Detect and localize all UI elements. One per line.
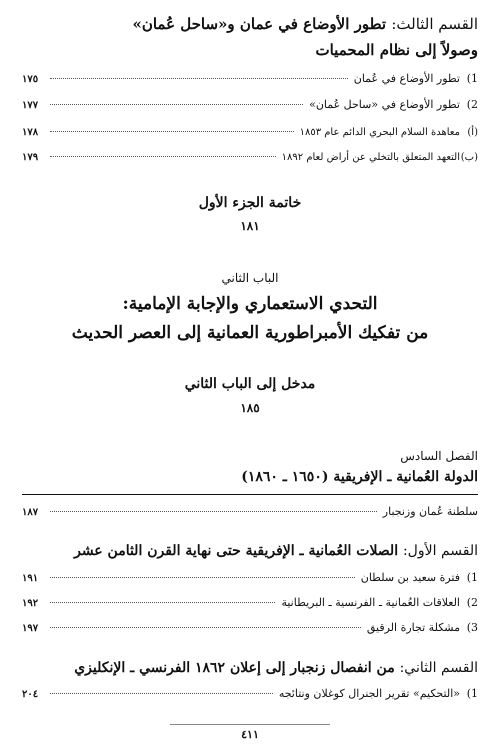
entry-number: 1) bbox=[466, 687, 478, 700]
entry-title: سلطنة عُمان وزنجبار bbox=[382, 505, 478, 518]
entry-number: 2) bbox=[466, 98, 478, 111]
conclusion-title[interactable]: خاتمة الجزء الأول bbox=[198, 195, 302, 211]
toc-entry[interactable] bbox=[22, 97, 478, 114]
dot-leader bbox=[50, 104, 303, 105]
toc-entry[interactable] bbox=[22, 504, 478, 521]
dot-leader bbox=[50, 602, 275, 603]
section1-heading bbox=[22, 541, 478, 561]
toc-entry[interactable] bbox=[22, 620, 478, 637]
entry-page: ٢٠٤ bbox=[22, 689, 39, 700]
entry-number: 1) bbox=[466, 72, 478, 85]
entry-number: (ب) bbox=[460, 152, 478, 163]
entry-title: تطور الأوضاع في «ساحل عُمان» bbox=[309, 98, 460, 111]
footer-divider bbox=[170, 724, 330, 725]
entry-title: التعهد المتعلق بالتخلي عن أراض لعام ١٨٩٢ bbox=[281, 152, 460, 163]
entry-page: ١٧٩ bbox=[22, 152, 39, 163]
section3-heading bbox=[22, 14, 478, 34]
entry-title: فترة سعيد بن سلطان bbox=[360, 571, 460, 584]
toc-entry[interactable] bbox=[22, 595, 478, 612]
section1-label: القسم الأول: bbox=[402, 543, 478, 559]
intro-title[interactable]: مدخل إلى الباب الثاني bbox=[184, 376, 316, 392]
section3-heading-line1: تطور الأوضاع في عمان و«ساحل عُمان» bbox=[132, 15, 387, 33]
intro-page: ١٨٥ bbox=[240, 401, 260, 415]
entry-title: معاهدة السلام البحري الدائم عام ١٨٥٣ bbox=[299, 127, 460, 138]
chapter-divider bbox=[22, 494, 478, 495]
entry-page: ١٧٥ bbox=[22, 74, 39, 85]
section1-heading-text: الصلات العُمانية ـ الإفريقية حتى نهاية القرن الثامن عشر bbox=[74, 543, 399, 559]
entry-number: 1) bbox=[466, 571, 478, 584]
entry-page: ١٧٨ bbox=[22, 127, 39, 138]
entry-page: ١٩١ bbox=[22, 573, 39, 584]
toc-entry[interactable] bbox=[22, 570, 478, 587]
conclusion-page: ١٨١ bbox=[240, 219, 260, 233]
part2-title-line1: التحدي الاستعماري والإجابة الإمامية: bbox=[122, 294, 378, 314]
page-number: ٤١١ bbox=[241, 728, 259, 741]
section2-heading bbox=[22, 658, 478, 678]
section2-label: القسم الثاني: bbox=[399, 660, 478, 676]
entry-number: (أ) bbox=[467, 127, 478, 138]
entry-title: مشكلة تجارة الرقيق bbox=[366, 621, 460, 634]
entry-title: «التحكيم» تقرير الجنرال كوغلان ونتائجه bbox=[278, 687, 460, 700]
section3-label: القسم الثالث: bbox=[391, 15, 478, 33]
entry-page: ١٩٢ bbox=[22, 598, 39, 609]
toc-entry[interactable] bbox=[22, 125, 478, 141]
toc-entry[interactable] bbox=[22, 150, 478, 166]
toc-entry[interactable] bbox=[22, 686, 478, 703]
dot-leader bbox=[50, 131, 294, 132]
dot-leader bbox=[50, 693, 273, 694]
entry-title: تطور الأوضاع في عُمان bbox=[353, 72, 460, 85]
section2-heading-text: من انفصال زنجبار إلى إعلان ١٨٦٢ الفرنسي ـ الإنكليزي bbox=[74, 660, 395, 676]
part2-label: الباب الثاني bbox=[221, 271, 279, 285]
dot-leader bbox=[50, 511, 377, 512]
entry-page: ١٧٧ bbox=[22, 100, 39, 111]
dot-leader bbox=[50, 627, 361, 628]
entry-number: 2) bbox=[466, 596, 478, 609]
entry-title: العلاقات العُمانية ـ الفرنسية ـ البريطانية bbox=[281, 596, 460, 609]
entry-page: ١٨٧ bbox=[22, 507, 39, 518]
part2-title-line2: من تفكيك الأمبراطورية العمانية إلى العصر الحديث bbox=[71, 323, 429, 343]
dot-leader bbox=[50, 577, 355, 578]
dot-leader bbox=[50, 78, 348, 79]
entry-number: 3) bbox=[466, 621, 478, 634]
chapter6-label: الفصل السادس bbox=[400, 449, 478, 463]
toc-entry[interactable] bbox=[22, 71, 478, 88]
section3-heading-line2: وصولاً إلى نظام المحميات bbox=[315, 41, 478, 59]
dot-leader bbox=[50, 156, 276, 157]
chapter6-title[interactable]: الدولة العُمانية ـ الإفريقية (١٦٥٠ ـ ١٨٦٠) bbox=[241, 469, 478, 485]
entry-page: ١٩٧ bbox=[22, 623, 39, 634]
